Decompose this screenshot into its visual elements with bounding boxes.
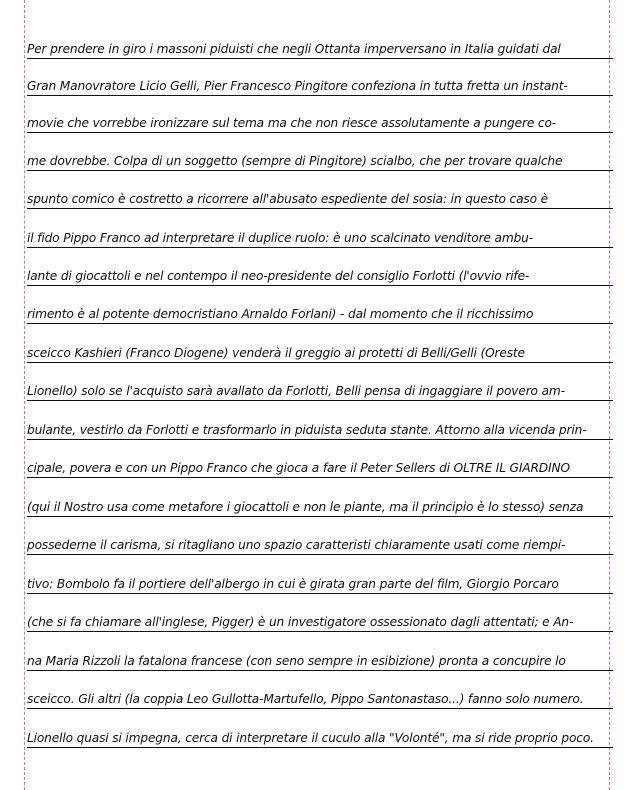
text-line-8: rimento è al potente democristiano Arnaldo Forlani) - dal momento che il ricchissimo (27, 287, 613, 324)
text-line-12: cipale, povera e con un Pippo Franco che gioca a fare il Peter Sellers di OLTRE IL GIARDINO (27, 441, 613, 478)
left-margin-line (24, 0, 25, 790)
text-line-6: il fido Pippo Franco ad interpretare il duplice ruolo: è uno scalcinato venditore ambu- (27, 211, 613, 248)
text-line-4: me dovrebbe. Colpa di un soggetto (sempre di Pingitore) scialbo, che per trovare qualche (27, 134, 613, 171)
text-line-5: spunto comico è costretto a ricorrere all'abusato espediente del sosia: in questo caso è (27, 172, 613, 209)
text-line-3: movie che vorrebbe ironizzare sul tema ma che non riesce assolutamente a pungere co- (27, 96, 613, 133)
text-line-11: bulante, vestirlo da Forlotti e trasformarlo in piduista seduta stante. Attorno alla vicenda prin- (27, 403, 613, 440)
text-line-9: sceicco Kashieri (Franco Diogene) venderà il greggio ai protetti di Belli/Gelli (Oreste (27, 326, 613, 363)
text-line-18: sceicco. Gli altri (la coppia Leo Gullotta-Martufello, Pippo Santonastaso...) fanno solo numero. (27, 672, 613, 709)
text-line-14: possederne il carisma, si ritagliano uno spazio caratteristi chiaramente usati come riempi- (27, 518, 613, 555)
text-line-2: Gran Manovratore Licio Gelli, Pier Francesco Pingitore confeziona in tutta fretta un instant- (27, 59, 613, 96)
text-line-13: (qui il Nostro usa come metafore i giocattoli e non le piante, ma il principio è lo stesso) senza (27, 480, 613, 517)
text-line-7: lante di giocattoli e nel contempo il neo-presidente del consiglio Forlotti (l'ovvio rife- (27, 249, 613, 286)
text-line-19: Lionello quasi si impegna, cerca di interpretare il cuculo alla "Volonté", ma si ride proprio poco. (27, 711, 613, 748)
text-line-16: (che si fa chiamare all'inglese, Pigger) è un investigatore ossessionato dagli attentati; e An- (27, 595, 613, 632)
text-line-17: na Maria Rizzoli la fatalona francese (con seno sempre in esibizione) pronta a concupire lo (27, 634, 613, 671)
text-line-10: Lionello) solo se l'acquisto sarà avallato da Forlotti, Belli pensa di ingaggiare il povero am- (27, 364, 613, 401)
text-line-15: tivo: Bombolo fa il portiere dell'albergo in cui è girata gran parte del film, Giorgio Porcaro (27, 557, 613, 594)
text-line-1: Per prendere in giro i massoni piduisti che negli Ottanta imperversano in Italia guidati dal (27, 22, 613, 59)
